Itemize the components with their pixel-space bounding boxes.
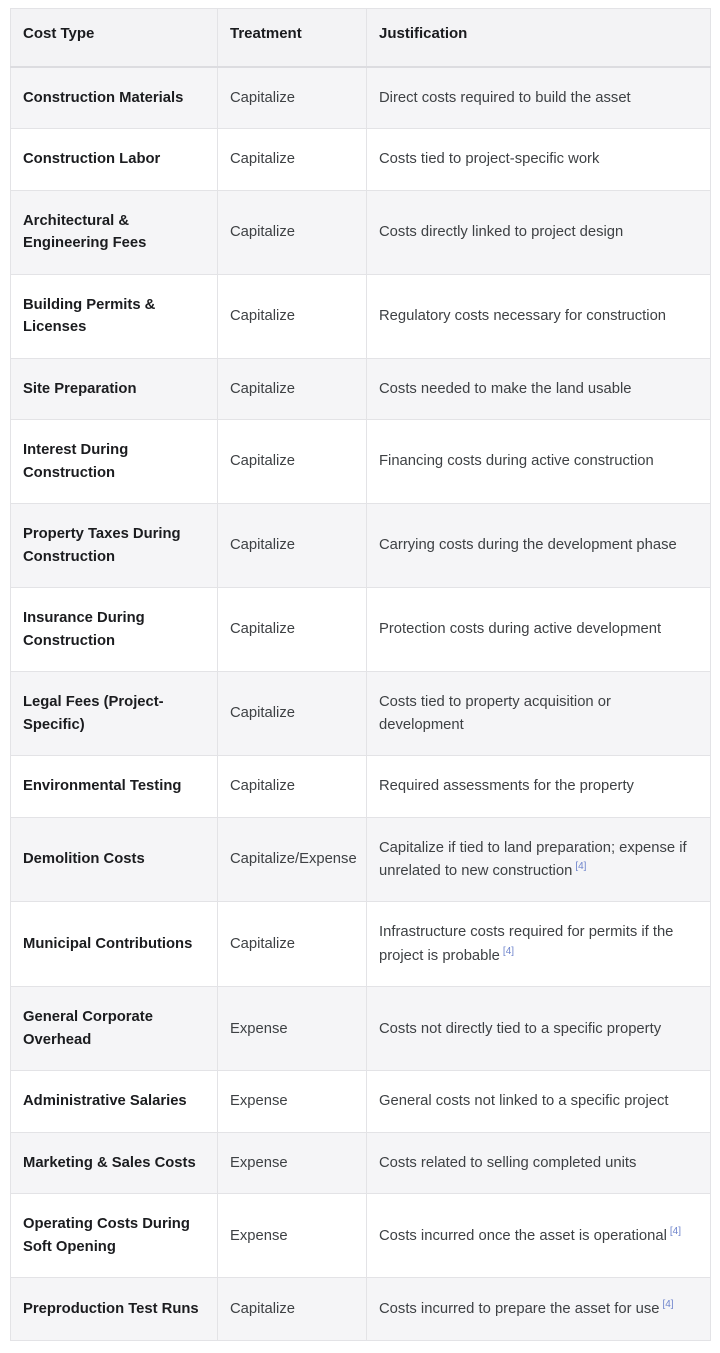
cell-justification <box>367 588 711 672</box>
justification-text: Costs incurred to prepare the asset for use <box>379 1301 660 1318</box>
table-row <box>11 67 711 129</box>
justification-text: General costs not linked to a specific project <box>379 1093 669 1110</box>
justification-text: Carrying costs during the development phase <box>379 537 677 554</box>
citation-link[interactable]: [4] <box>669 1226 681 1238</box>
cell-cost-type: Legal Fees (Project-Specific) <box>11 672 218 756</box>
header-justification: Justification <box>367 9 711 67</box>
cell-cost-type: Marketing & Sales Costs <box>11 1132 218 1193</box>
cost-treatment-table <box>10 8 711 1341</box>
cell-treatment: Capitalize <box>218 902 367 987</box>
table-row <box>11 902 711 987</box>
cell-justification <box>367 358 711 419</box>
cell-justification <box>367 129 711 190</box>
cell-justification <box>367 1132 711 1193</box>
cell-justification <box>367 190 711 274</box>
justification-text: Costs related to selling completed units <box>379 1154 637 1171</box>
header-cost-type: Cost Type <box>11 9 218 67</box>
cell-justification <box>367 1194 711 1278</box>
cell-cost-type: Demolition Costs <box>11 817 218 902</box>
table-row <box>11 1278 711 1340</box>
cell-treatment: Capitalize <box>218 1278 367 1340</box>
cell-treatment: Expense <box>218 1132 367 1193</box>
table-row <box>11 817 711 902</box>
cell-treatment: Capitalize <box>218 358 367 419</box>
justification-text: Required assessments for the property <box>379 778 634 795</box>
table-row <box>11 129 711 190</box>
cell-treatment: Capitalize <box>218 190 367 274</box>
table-row <box>11 987 711 1071</box>
justification-text: Capitalize if tied to land preparation; expense if unrelated to new construction <box>379 839 687 879</box>
cell-treatment: Capitalize <box>218 588 367 672</box>
table-row <box>11 420 711 504</box>
cell-cost-type: Municipal Contributions <box>11 902 218 987</box>
cell-treatment: Capitalize <box>218 129 367 190</box>
table-row <box>11 1194 711 1278</box>
cell-justification <box>367 672 711 756</box>
cell-cost-type: Property Taxes During Construction <box>11 504 218 588</box>
header-row <box>11 9 711 67</box>
justification-text: Costs tied to property acquisition or development <box>379 694 611 733</box>
cell-cost-type: Interest During Construction <box>11 420 218 504</box>
cell-cost-type: Insurance During Construction <box>11 588 218 672</box>
cell-cost-type: Architectural & Engineering Fees <box>11 190 218 274</box>
justification-text: Protection costs during active development <box>379 621 662 638</box>
cell-justification <box>367 1071 711 1132</box>
justification-text: Costs needed to make the land usable <box>379 380 632 397</box>
table-row <box>11 672 711 756</box>
cell-cost-type: Construction Materials <box>11 67 218 129</box>
cell-treatment: Capitalize <box>218 420 367 504</box>
table-row <box>11 358 711 419</box>
cell-justification <box>367 274 711 358</box>
justification-text: Financing costs during active construction <box>379 453 654 470</box>
justification-text: Costs directly linked to project design <box>379 224 624 240</box>
table-row <box>11 274 711 358</box>
cell-cost-type: Building Permits & Licenses <box>11 274 218 358</box>
cell-treatment: Capitalize <box>218 672 367 756</box>
cell-justification <box>367 817 711 902</box>
table-body <box>11 67 711 1340</box>
cell-treatment: Capitalize <box>218 504 367 588</box>
cell-justification <box>367 420 711 504</box>
cell-treatment: Capitalize <box>218 274 367 358</box>
cell-treatment: Capitalize/Expense <box>218 817 367 902</box>
justification-text: Costs not directly tied to a specific property <box>379 1020 662 1037</box>
citation-link[interactable]: [4] <box>502 945 515 957</box>
cell-justification <box>367 902 711 987</box>
table-row <box>11 756 711 817</box>
cell-justification <box>367 67 711 129</box>
justification-text: Infrastructure costs required for permits if the project is probable <box>379 924 674 964</box>
cell-justification <box>367 756 711 817</box>
cell-cost-type: General Corporate Overhead <box>11 987 218 1071</box>
justification-text: Costs tied to project-specific work <box>379 151 600 168</box>
citation-link[interactable]: [4] <box>575 861 587 873</box>
cell-cost-type: Operating Costs During Soft Opening <box>11 1194 218 1278</box>
table-header <box>11 9 711 67</box>
cell-justification <box>367 987 711 1071</box>
table-row <box>11 190 711 274</box>
cell-treatment: Expense <box>218 1071 367 1132</box>
cell-cost-type: Construction Labor <box>11 129 218 190</box>
cell-treatment: Expense <box>218 1194 367 1278</box>
table-row <box>11 1132 711 1193</box>
cell-justification <box>367 1278 711 1340</box>
table-row <box>11 504 711 588</box>
cell-cost-type: Environmental Testing <box>11 756 218 817</box>
table-row <box>11 588 711 672</box>
cell-cost-type: Administrative Salaries <box>11 1071 218 1132</box>
cell-treatment: Expense <box>218 987 367 1071</box>
table-row <box>11 1071 711 1132</box>
justification-text: Direct costs required to build the asset <box>379 89 631 106</box>
citation-link[interactable]: [4] <box>662 1299 674 1311</box>
justification-text: Regulatory costs necessary for construction <box>379 307 667 324</box>
cell-cost-type: Site Preparation <box>11 358 218 419</box>
header-treatment: Treatment <box>218 9 367 67</box>
justification-text: Costs incurred once the asset is operational <box>379 1227 667 1244</box>
cell-justification <box>367 504 711 588</box>
cell-treatment: Capitalize <box>218 67 367 129</box>
cell-cost-type: Preproduction Test Runs <box>11 1278 218 1340</box>
cell-treatment: Capitalize <box>218 756 367 817</box>
